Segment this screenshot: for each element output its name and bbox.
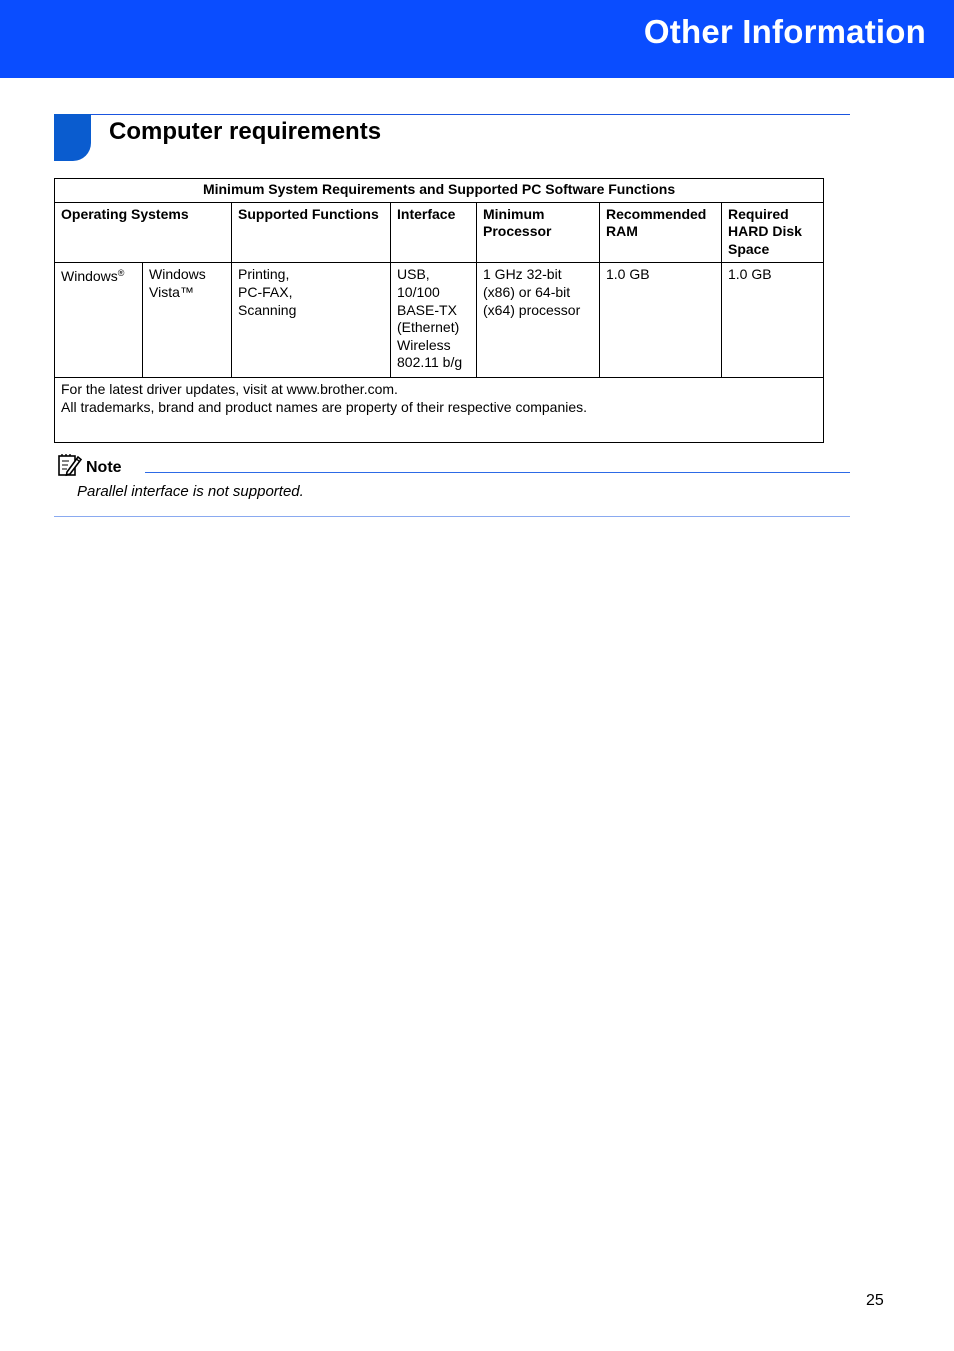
interface-text: USB, 10/100 BASE-TX (Ethernet) Wireless 802.11 b/g: [397, 266, 463, 371]
note-rule: [145, 472, 850, 473]
header-interface: [391, 202, 477, 263]
cell-os-family: [55, 263, 143, 378]
footer-line-2: All trademarks, brand and product names are property of their respective companies.: [61, 398, 588, 415]
note-text: Parallel interface is not supported.: [77, 483, 304, 500]
table-caption: Minimum System Requirements and Supported PC Software Functions: [55, 179, 824, 203]
section-title: Computer requirements: [109, 118, 382, 145]
cell-processor: [477, 263, 600, 378]
page-number: 25: [866, 1292, 884, 1309]
header-recommended-ram-text: Recommended RAM: [606, 205, 707, 240]
header-required-disk-space: [722, 202, 824, 263]
header-bar: [0, 0, 954, 78]
disk-text: 1.0 GB: [728, 266, 772, 283]
os-version-text: Windows Vista™: [149, 266, 206, 300]
table-footer-row: [55, 378, 824, 443]
cell-disk: [722, 263, 824, 378]
cell-os-version: [143, 263, 232, 378]
table-row: [55, 263, 824, 378]
header-recommended-ram: [600, 202, 722, 263]
note-bottom-rule: [54, 516, 850, 517]
header-minimum-processor-text: Minimum Processor: [483, 205, 552, 240]
requirements-table: [54, 178, 824, 443]
note-pencil-icon: [57, 452, 83, 478]
cell-interface: [391, 263, 477, 378]
cell-ram: [600, 263, 722, 378]
ram-text: 1.0 GB: [606, 266, 650, 283]
header-operating-systems-text: Operating Systems: [61, 205, 189, 222]
header-interface-text: Interface: [397, 205, 456, 222]
header-supported-functions: [232, 202, 391, 263]
footer-line-1: For the latest driver updates, visit at www.brother.com.: [61, 381, 398, 398]
os-family-text: Windows: [61, 268, 118, 285]
header-supported-functions-text: Supported Functions: [238, 205, 379, 222]
header-required-disk-space-text: Required HARD Disk Space: [728, 205, 802, 257]
registered-mark: ®: [117, 268, 125, 279]
table-footer: [55, 378, 824, 443]
processor-text: 1 GHz 32-bit (x86) or 64-bit (x64) processor: [483, 266, 581, 318]
header-title: Other Information: [643, 13, 926, 50]
functions-text: Printing, PC-FAX, Scanning: [238, 266, 297, 318]
cell-functions: [232, 263, 391, 378]
header-minimum-processor: [477, 202, 600, 263]
section-rule: [54, 114, 850, 115]
table-header-row: [55, 202, 824, 263]
section-tab-marker: [54, 114, 91, 161]
note-label: Note: [86, 459, 122, 476]
header-operating-systems: [55, 202, 232, 263]
table-caption-row: [55, 179, 824, 203]
